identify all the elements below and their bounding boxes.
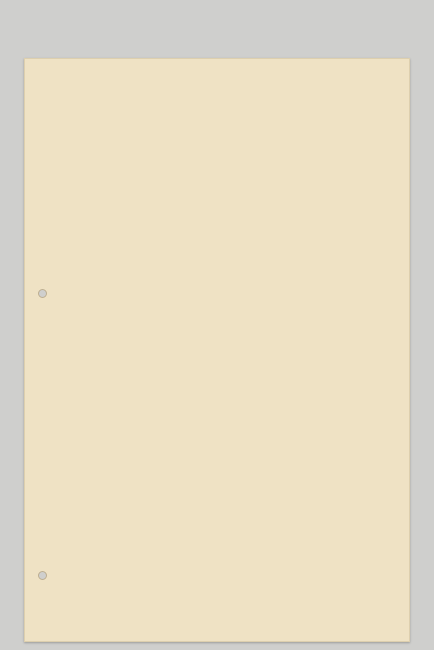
punch-hole-bottom (38, 571, 47, 580)
punch-hole-top (38, 289, 47, 298)
letter-page (24, 58, 410, 642)
